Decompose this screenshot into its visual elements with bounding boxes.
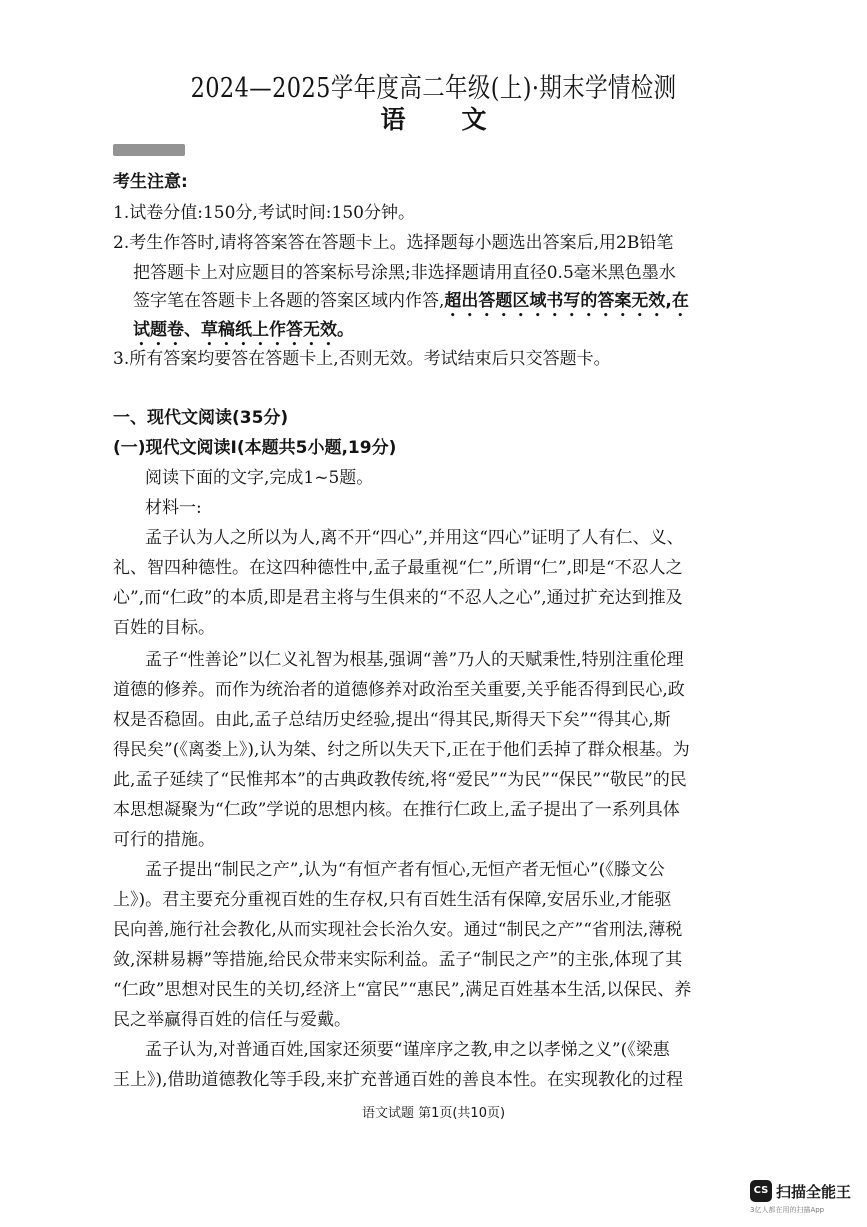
scan-smudge [113,144,185,156]
notice-item-2-line-4 [133,318,354,350]
scanner-watermark [750,1178,862,1218]
body-line: 孟子提出“制民之产”,认为“有恒产者有恒心,无恒产者无恒心”(《滕文公 [145,860,665,880]
body-line: 此,孟子延续了“民惟邦本”的古典政教传统,将“爱民”“为民”“保民”“敬民”的民 [113,770,687,790]
notice-item-2-line-1: 2.考生作答时,请将答案答在答题卡上。选择题每小题选出答案后,用2B铅笔 [113,233,674,253]
body-line: 本思想凝聚为“仁政”学说的思想内核。在推行仁政上,孟子提出了一系列具体 [113,800,680,820]
subject-title: 语文 [380,105,543,134]
body-line: 孟子认为,对普通百姓,国家还须要“谨庠序之教,申之以孝悌之义”(《梁惠 [145,1040,670,1060]
body-line: 上》)。君主要充分重视百姓的生存权,只有百姓生活有保障,安居乐业,才能驱 [113,890,672,910]
body-line: 权是否稳固。由此,孟子总结历史经验,提出“得其民,斯得天下矣”“得其心,斯 [113,710,671,730]
page-footer: 语文试题 第1页(共10页) [361,1106,506,1121]
scanner-app-name: 扫描全能王 [776,1183,852,1201]
body-line: 民之举赢得百姓的信任与爱戴。 [113,1010,351,1030]
material-label: 材料一: [145,498,202,518]
notice-heading: 考生注意: [113,172,188,192]
notice-emphasis-1: 超出答题区域书写的答案无效,在 [444,291,689,311]
notice-item-1: 1.试卷分值:150分,考试时间:150分钟。 [113,203,415,223]
body-line: 敛,深耕易耨”等措施,给民众带来实际利益。孟子“制民之产”的主张,体现了其 [113,950,683,970]
body-line: 民向善,施行社会教化,从而实现社会长治久安。通过“制民之产”“省刑法,薄税 [113,920,683,940]
body-line: 道德的修养。而作为统治者的道德修养对政治至关重要,关乎能否得到民心,政 [113,680,685,700]
section-heading: 一、现代文阅读(35分) [113,408,289,428]
reading-instruction: 阅读下面的文字,完成1~5题。 [145,468,374,488]
exam-title: 2024—2025学年度高二年级(上)·期末学情检测 [190,73,677,104]
notice-item-2-line-3 [133,289,689,321]
notice-item-2-line-3-plain: 签字笔在答题卡上各题的答案区域内作答, [133,291,445,311]
body-line: 可行的措施。 [113,830,215,850]
scanner-logo-icon: CS [750,1180,772,1202]
body-line: 得民矣”(《离娄上》),认为桀、纣之所以失天下,正在于他们丢掉了群众根基。为 [113,740,690,760]
body-line: 王上》),借助道德教化等手段,来扩充普通百姓的善良本性。在实现教化的过程 [113,1070,683,1090]
body-line: 孟子“性善论”以仁义礼智为根基,强调“善”乃人的天赋秉性,特别注重伦理 [145,650,684,670]
notice-emphasis-2: 试题卷、草稿纸上作答无效。 [133,320,354,340]
body-line: 心”,而“仁政”的本质,即是君主将与生俱来的“不忍人之心”,通过扩充达到推及 [113,588,683,608]
body-line: 百姓的目标。 [113,618,215,638]
notice-item-3: 3.所有答案均要答在答题卡上,否则无效。考试结束后只交答题卡。 [113,349,611,369]
body-line: 礼、智四种德性。在这四种德性中,孟子最重视“仁”,所谓“仁”,即是“不忍人之 [113,558,683,578]
scanner-tagline: 3亿人都在用的扫描App [750,1206,825,1214]
body-line: 孟子认为人之所以为人,离不开“四心”,并用这“四心”证明了人有仁、义、 [145,528,684,548]
subsection-heading: (一)现代文阅读Ⅰ(本题共5小题,19分) [113,438,397,458]
body-line: “仁政”思想对民生的关切,经济上“富民”“惠民”,满足百姓基本生活,以保民、养 [113,980,692,1000]
notice-item-2-line-2: 把答题卡上对应题目的答案标号涂黑;非选择题请用直径0.5毫米黑色墨水 [133,263,676,283]
